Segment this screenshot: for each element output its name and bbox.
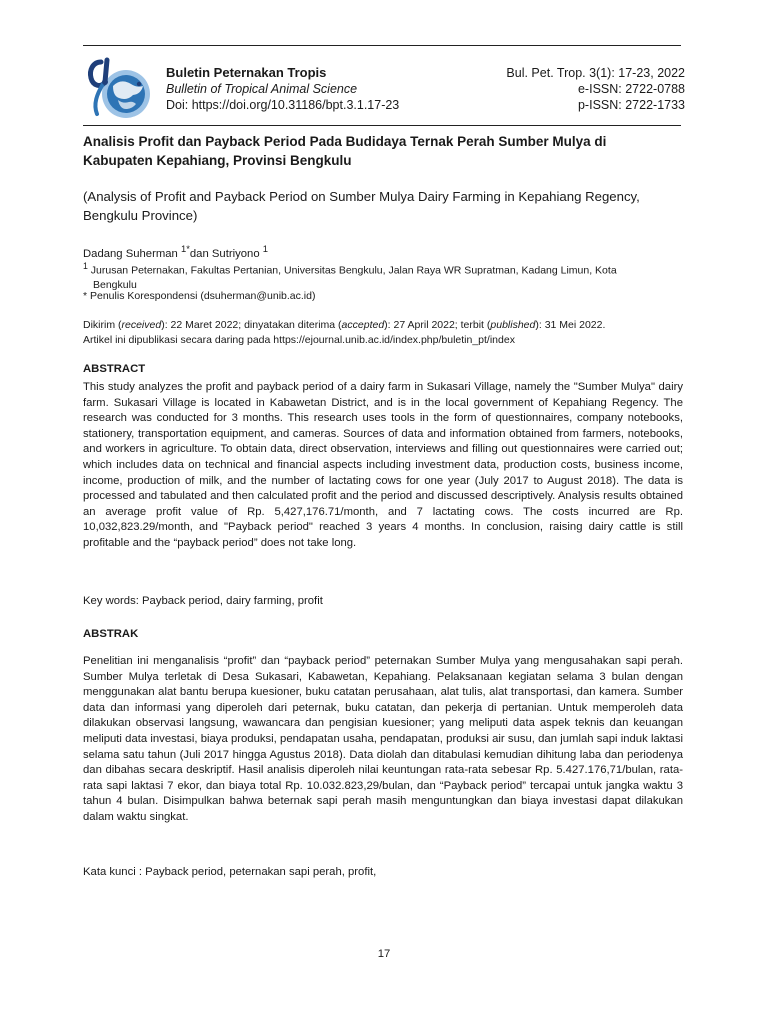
received-value: ): 22 Maret 2022; dinyatakan diterima ( [161, 319, 342, 331]
affiliation-line-2: Bengkulu [93, 279, 137, 291]
accepted-label: accepted [341, 319, 385, 331]
received-prefix: Dikirim ( [83, 319, 122, 331]
issue-info [506, 65, 685, 113]
correspondence: * Penulis Korespondensi (dsuherman@unib.ac.id) [83, 290, 316, 302]
abstrak-heading: ABSTRAK [83, 628, 139, 640]
journal-doi: Doi: https://doi.org/10.31186/bpt.3.1.17-23 [166, 98, 400, 112]
header-bottom-rule [83, 125, 681, 126]
title-line-1: Analisis Profit dan Payback Period Pada Budidaya Ternak Perah Sumber Mulya di [83, 134, 607, 149]
published-label: published [490, 319, 536, 331]
affiliation [83, 259, 683, 293]
author-2-sup: 1 [262, 243, 268, 254]
article-dates [83, 318, 683, 347]
english-title-line-2: Bengkulu Province) [83, 208, 198, 223]
accepted-value: ): 27 April 2022; terbit ( [384, 319, 491, 331]
received-label: received [121, 319, 162, 331]
english-title-line-1: (Analysis of Profit and Payback Period on Sumber Mulya Dairy Farming in Kepahiang Regency, [83, 189, 640, 204]
author-1-sup: 1* [180, 243, 190, 254]
affiliation-number: 1 [83, 261, 88, 271]
pissn: p-ISSN: 2722-1733 [577, 98, 685, 112]
published-value: ): 31 Mei 2022. [535, 319, 606, 331]
citation: Bul. Pet. Trop. 3(1): 17-23, 2022 [506, 66, 685, 80]
article-title [83, 132, 683, 170]
abstrak-text: Penelitian ini menganalisis “profit” dan “payback period” peternakan Sumber Mulya yang mengusahakan sapi perah. Sumber Mulya terletak di Desa Sukasari, Kabawetan, Kepahiang. Pelaksanaan kegiatan selama 3 bulan dengan menggunakan alat bantu berupa kuesioner, buku catatan perusahaan, alat tulis, alat transportasi, dan kamera. Sumber data dan informasi yang diperoleh dari peternak, buku catatan, dan pekerja di pertanian. Untuk memperoleh data dilakukan observasi langsung, wawancara dan pengisian kuesioner; yang meliputi data aspek teknis dan keuangan meliputi data investasi, biaya produksi, pendapatan usaha, pendapatan, produksi air susu, dan jumlah sapi induk laktasi selama satu tahun (Juli 2017 hingga Agustus 2018). Data diolah dan ditabulasi kemudian dihitung laba dan periodenya dan dibahas secara deskriptif. Hasil analisis diperoleh nilai keuntungan rata-rata sebesar Rp. 5.427.176,71/bulan, rata-rata sapi laktasi 7 ekor, dan biaya total Rp. 10.032.823,29/bulan, dan “Payback period” tercapai untuk jangka waktu 3 tahun 4 bulan. Disimpulkan bahwa beternak sapi perah masih menguntungkan dan biaya investasi dapat dilakukan dalam waktu singkat. [83, 655, 683, 823]
author-join: dan Sutriyono [189, 247, 263, 260]
abstract-keywords: Key words: Payback period, dairy farming, profit [83, 595, 323, 607]
abstract-heading: ABSTRACT [83, 363, 146, 375]
journal-subtitle: Bulletin of Tropical Animal Science [166, 82, 358, 96]
journal-name: Buletin Peternakan Tropis [166, 65, 327, 80]
journal-info [166, 65, 399, 113]
author-1: Dadang Suherman [83, 247, 181, 260]
page-number: 17 [377, 948, 391, 960]
affiliation-line-1: Jurusan Peternakan, Fakultas Pertanian, Universitas Bengkulu, Jalan Raya WR Supratman, Kadang Limun, Kota [87, 264, 617, 277]
journal-logo-icon [83, 54, 153, 122]
eissn: e-ISSN: 2722-0788 [577, 82, 685, 96]
english-title [83, 187, 683, 225]
title-line-2: Kabupaten Kepahiang, Provinsi Bengkulu [83, 153, 352, 168]
header-top-rule [83, 45, 681, 46]
online-publication-line: Artikel ini dipublikasi secara daring pada https://ejournal.unib.ac.id/index.php/buletin_pt/index [83, 333, 515, 346]
abstrak-keywords: Kata kunci : Payback period, peternakan sapi perah, profit, [83, 866, 377, 878]
abstract-text: This study analyzes the profit and payback period of a dairy farm in Sukasari Village, namely the "Sumber Mulya" dairy farm. Sukasari Village is located in Kabawetan District, and is in the local government of Kepahiang Regency. The research was conducted for 3 months. This research uses tools in the form of questionnaires, company notebooks, stationery, transportation equipment, and cameras. Sources of data and information obtained from farmers, notebooks, and workers in agriculture. To obtain data, direct observation, interviews and filling out questionnaires were carried out; which includes data on technical and financial aspects including investment data, production costs, business income, income, production of milk, and the number of lactating cows for one year (July 2017 to August 2018). The data is processed and tabulated and then calculated profit and the period and discussed descriptively. Analysis results obtained an average profit value of Rp. 5,427,176.71/month, and 7 lactating cows. The costs incurred are Rp. 10,032,823.29/month, and "Payback period" reached 3 years 4 months. In conclusion, raising dairy cattle is still profitable and the “payback period” does not take long. [83, 381, 683, 549]
